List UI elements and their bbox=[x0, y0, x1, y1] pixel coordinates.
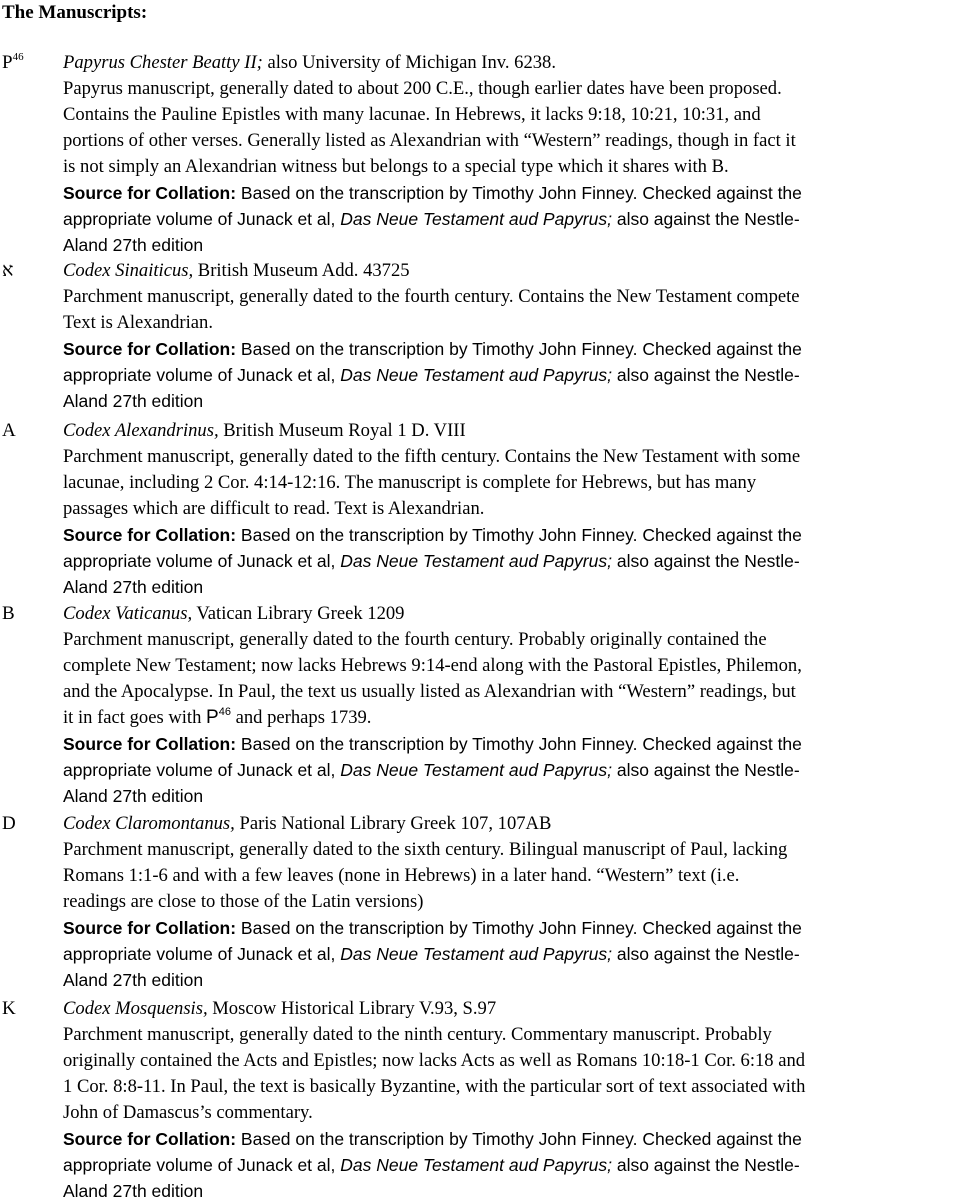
source-text: Based on the transcription by Timothy John Finney. Checked against the bbox=[236, 918, 802, 938]
source-line bbox=[63, 757, 960, 783]
source-title: Das Neue Testament aud Papyrus; bbox=[340, 1155, 612, 1175]
description-line: Parchment manuscript, generally dated to the fifth century. Contains the New Testament with some bbox=[63, 446, 801, 467]
manuscript-description bbox=[63, 996, 960, 1204]
source-label: Source for Collation: bbox=[63, 918, 237, 938]
description-text: it in fact goes with bbox=[63, 707, 207, 728]
manuscript-location: Moscow Historical Library V.93, S.97 bbox=[207, 998, 497, 1019]
manuscript-siglum: B bbox=[2, 603, 15, 624]
description-line: Romans 1:1-6 and with a few leaves (none in Hebrews) in a later hand. “Western” text (i.e. bbox=[63, 865, 740, 886]
manuscript-location: Vatican Library Greek 1209 bbox=[192, 603, 405, 624]
manuscript-name: Papyrus Chester Beatty II; bbox=[63, 52, 263, 73]
source-line bbox=[63, 1126, 960, 1152]
source-title: Das Neue Testament aud Papyrus; bbox=[340, 944, 612, 964]
source-line: Aland 27th edition bbox=[63, 970, 204, 990]
manuscript-name-line bbox=[63, 258, 960, 284]
manuscript-siglum: A bbox=[2, 420, 16, 441]
source-label: Source for Collation: bbox=[63, 525, 237, 545]
manuscript-name: Codex Sinaiticus, bbox=[63, 260, 194, 281]
source-text: also against the Nestle- bbox=[611, 1155, 800, 1175]
source-text: appropriate volume of Junack et al, bbox=[63, 944, 341, 964]
manuscript-location: also University of Michigan Inv. 6238. bbox=[262, 52, 556, 73]
source-text: Based on the transcription by Timothy John Finney. Checked against the bbox=[236, 525, 802, 545]
p46-reference bbox=[206, 707, 231, 728]
source-text: appropriate volume of Junack et al, bbox=[63, 551, 341, 571]
description-line: Papyrus manuscript, generally dated to about 200 C.E., though earlier dates have been proposed. bbox=[63, 78, 782, 99]
manuscript-description bbox=[63, 811, 960, 993]
source-line bbox=[63, 522, 960, 548]
description-line: Parchment manuscript, generally dated to the fourth century. Contains the New Testament compete bbox=[63, 286, 800, 307]
source-line bbox=[63, 941, 960, 967]
source-line: Aland 27th edition bbox=[63, 786, 204, 806]
description-line: and the Apocalypse. In Paul, the text us usually listed as Alexandrian with “Western” readings, but bbox=[63, 681, 796, 702]
source-line bbox=[63, 731, 960, 757]
description-line: portions of other verses. Generally listed as Alexandrian with “Western” readings, though in fact it bbox=[63, 130, 796, 151]
source-text: appropriate volume of Junack et al, bbox=[63, 365, 341, 385]
source-line: Aland 27th edition bbox=[63, 391, 204, 411]
source-line bbox=[63, 548, 960, 574]
description-line: Parchment manuscript, generally dated to the fourth century. Probably originally contained the bbox=[63, 629, 767, 650]
source-title: Das Neue Testament aud Papyrus; bbox=[340, 209, 612, 229]
source-text: appropriate volume of Junack et al, bbox=[63, 760, 341, 780]
description-line: Text is Alexandrian. bbox=[63, 312, 213, 333]
manuscript-name: Codex Vaticanus, bbox=[63, 603, 193, 624]
manuscript-siglum: א bbox=[2, 260, 14, 281]
source-line bbox=[63, 915, 960, 941]
source-line: Aland 27th edition bbox=[63, 577, 204, 597]
source-text: appropriate volume of Junack et al, bbox=[63, 209, 341, 229]
description-line bbox=[63, 705, 960, 731]
source-text: also against the Nestle- bbox=[611, 944, 800, 964]
source-line bbox=[63, 206, 960, 232]
description-line: originally contained the Acts and Epistles; now lacks Acts as well as Romans 10:18-1 Cor. 6:18 and bbox=[63, 1050, 806, 1071]
manuscript-name-line bbox=[63, 601, 960, 627]
manuscript-description bbox=[63, 50, 960, 258]
manuscript-name-line bbox=[63, 811, 960, 837]
manuscript-siglum: D bbox=[2, 813, 16, 834]
description-line: readings are close to those of the Latin versions) bbox=[63, 891, 424, 912]
source-line bbox=[63, 180, 960, 206]
source-line bbox=[63, 362, 960, 388]
manuscript-siglum: K bbox=[2, 998, 16, 1019]
manuscript-location: British Museum Royal 1 D. VIII bbox=[218, 420, 466, 441]
source-line bbox=[63, 336, 960, 362]
description-line: complete New Testament; now lacks Hebrews 9:14-end along with the Pastoral Epistles, Philemon, bbox=[63, 655, 802, 676]
page-title: The Manuscripts: bbox=[2, 2, 148, 23]
description-line: 1 Cor. 8:8-11. In Paul, the text is basically Byzantine, with the particular sort of text associated with bbox=[63, 1076, 806, 1097]
source-text: also against the Nestle- bbox=[611, 760, 800, 780]
manuscript-location: Paris National Library Greek 107, 107AB bbox=[234, 813, 552, 834]
reference-superscript: 46 bbox=[218, 706, 231, 718]
source-label: Source for Collation: bbox=[63, 339, 237, 359]
source-text: Based on the transcription by Timothy John Finney. Checked against the bbox=[236, 339, 802, 359]
description-line: Parchment manuscript, generally dated to the ninth century. Commentary manuscript. Probably bbox=[63, 1024, 772, 1045]
manuscript-siglum bbox=[2, 50, 24, 76]
manuscript-description bbox=[63, 418, 960, 600]
source-text: also against the Nestle- bbox=[611, 209, 800, 229]
source-title: Das Neue Testament aud Papyrus; bbox=[340, 365, 612, 385]
manuscript-name-line bbox=[63, 50, 960, 76]
manuscript-description bbox=[63, 601, 960, 809]
source-text: Based on the transcription by Timothy John Finney. Checked against the bbox=[236, 734, 802, 754]
source-text: Based on the transcription by Timothy John Finney. Checked against the bbox=[236, 1129, 802, 1149]
manuscript-name: Codex Claromontanus, bbox=[63, 813, 235, 834]
description-line: Parchment manuscript, generally dated to the sixth century. Bilingual manuscript of Paul, lacking bbox=[63, 839, 788, 860]
manuscript-name: Codex Mosquensis, bbox=[63, 998, 208, 1019]
source-text: appropriate volume of Junack et al, bbox=[63, 1155, 341, 1175]
source-title: Das Neue Testament aud Papyrus; bbox=[340, 551, 612, 571]
source-title: Das Neue Testament aud Papyrus; bbox=[340, 760, 612, 780]
description-text: and perhaps 1739. bbox=[230, 707, 372, 728]
manuscript-location: British Museum Add. 43725 bbox=[193, 260, 410, 281]
source-label: Source for Collation: bbox=[63, 183, 237, 203]
description-line: passages which are difficult to read. Text is Alexandrian. bbox=[63, 498, 485, 519]
manuscript-description bbox=[63, 258, 960, 414]
source-label: Source for Collation: bbox=[63, 734, 237, 754]
source-line: Aland 27th edition bbox=[63, 1181, 204, 1201]
reference-letter: P bbox=[206, 707, 219, 728]
manuscript-name-line bbox=[63, 996, 960, 1022]
siglum-superscript: 46 bbox=[12, 51, 24, 63]
description-line: John of Damascus’s commentary. bbox=[63, 1102, 313, 1123]
manuscript-name: Codex Alexandrinus, bbox=[63, 420, 219, 441]
source-text: Based on the transcription by Timothy John Finney. Checked against the bbox=[236, 183, 802, 203]
description-line: Contains the Pauline Epistles with many lacunae. In Hebrews, it lacks 9:18, 10:21, 10:31, and bbox=[63, 104, 761, 125]
description-line: is not simply an Alexandrian witness but belongs to a special type which it shares with B. bbox=[63, 156, 729, 177]
description-line: lacunae, including 2 Cor. 4:14-12:16. The manuscript is complete for Hebrews, but has many bbox=[63, 472, 757, 493]
siglum-letter: P bbox=[2, 52, 13, 73]
source-label: Source for Collation: bbox=[63, 1129, 237, 1149]
source-line bbox=[63, 1152, 960, 1178]
source-text: also against the Nestle- bbox=[611, 365, 800, 385]
source-text: also against the Nestle- bbox=[611, 551, 800, 571]
manuscript-name-line bbox=[63, 418, 960, 444]
source-line: Aland 27th edition bbox=[63, 235, 204, 255]
